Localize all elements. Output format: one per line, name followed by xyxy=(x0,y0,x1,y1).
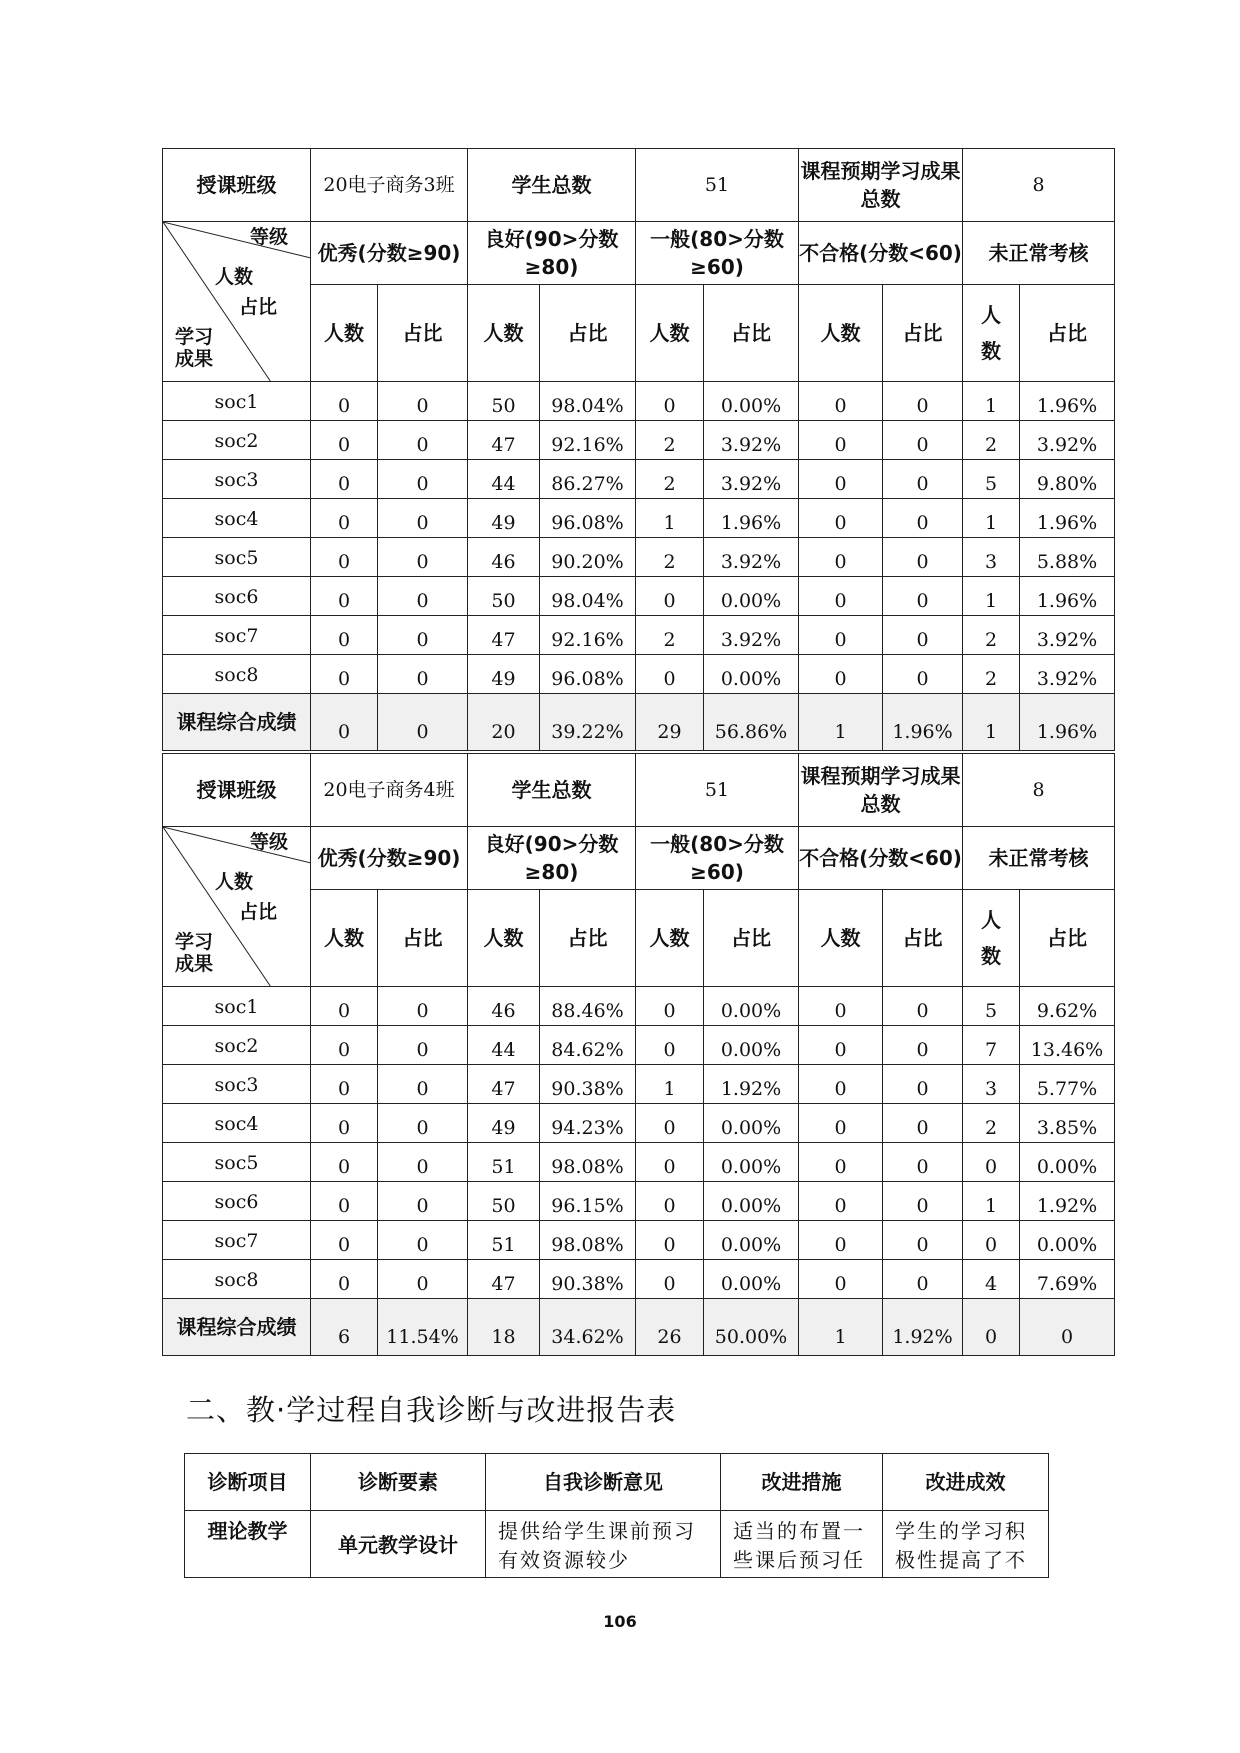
soc-label: soc4 xyxy=(163,1104,311,1143)
table-cell: 0.00% xyxy=(704,1182,799,1221)
table-cell: 1 xyxy=(963,499,1020,538)
table-cell: 0 xyxy=(883,987,963,1026)
table-cell: 0 xyxy=(799,499,883,538)
class-name: 20电子商务3班 xyxy=(311,149,468,222)
table-cell: 0 xyxy=(378,538,468,577)
summary-cell: 11.54% xyxy=(378,1299,468,1356)
table-cell: 0 xyxy=(311,1182,378,1221)
table-cell: 1.92% xyxy=(704,1065,799,1104)
corner-outcome-label xyxy=(175,326,213,370)
soc-label: soc6 xyxy=(163,577,311,616)
soc-label: soc4 xyxy=(163,499,311,538)
summary-cell: 34.62% xyxy=(540,1299,636,1356)
corner-count-label: 人数 xyxy=(215,266,254,288)
table-cell: 0 xyxy=(311,1104,378,1143)
grade-table-class-3 xyxy=(162,148,1115,751)
table-cell: 90.38% xyxy=(540,1260,636,1299)
table-cell: 3.92% xyxy=(1020,421,1115,460)
soc-label: soc5 xyxy=(163,1143,311,1182)
table-cell: 98.04% xyxy=(540,382,636,421)
ratio-header: 占比 xyxy=(540,285,636,382)
summary-cell: 56.86% xyxy=(704,694,799,751)
table-row xyxy=(163,616,1115,655)
table-cell: 98.04% xyxy=(540,577,636,616)
corner-outcome-line2: 成果 xyxy=(175,348,214,370)
table-cell: 0.00% xyxy=(704,1260,799,1299)
table-cell: 0.00% xyxy=(1020,1221,1115,1260)
table-cell: 0 xyxy=(378,421,468,460)
grade-fair-header: 一般(80>分数≥60) xyxy=(636,827,799,890)
table-row xyxy=(163,499,1115,538)
corner-grade-label: 等级 xyxy=(249,831,288,853)
diag-header-opinion: 自我诊断意见 xyxy=(486,1454,721,1511)
table-cell: 84.62% xyxy=(540,1026,636,1065)
corner-outcome-line1: 学习 xyxy=(175,326,214,348)
table-cell: 46 xyxy=(468,538,540,577)
table-cell: 0 xyxy=(378,577,468,616)
table-cell: 0 xyxy=(311,987,378,1026)
summary-cell: 20 xyxy=(468,694,540,751)
summary-cell: 0 xyxy=(963,1299,1020,1356)
table-cell: 0 xyxy=(883,382,963,421)
table-cell: 0 xyxy=(311,460,378,499)
table-cell: 0 xyxy=(799,538,883,577)
table-cell: 49 xyxy=(468,1104,540,1143)
ratio-header: 占比 xyxy=(883,285,963,382)
soc-label: soc3 xyxy=(163,1065,311,1104)
expected-outcomes-label: 课程预期学习成果总数 xyxy=(799,149,963,222)
table-cell: 50 xyxy=(468,1182,540,1221)
diag-measure: 适当的布置一些课后预习任 xyxy=(721,1511,883,1578)
table-cell: 0 xyxy=(378,616,468,655)
summary-cell: 1.96% xyxy=(883,694,963,751)
ratio-header: 占比 xyxy=(1020,285,1115,382)
table-cell: 0 xyxy=(883,1104,963,1143)
diag-header-effect: 改进成效 xyxy=(883,1454,1049,1511)
table-cell: 0 xyxy=(799,987,883,1026)
table-cell: 0 xyxy=(311,1221,378,1260)
table-cell: 0 xyxy=(799,382,883,421)
table-cell: 51 xyxy=(468,1221,540,1260)
table-cell: 9.80% xyxy=(1020,460,1115,499)
diag-item: 理论教学 xyxy=(185,1511,311,1578)
table-cell: 2 xyxy=(963,655,1020,694)
table-cell: 0 xyxy=(311,616,378,655)
table-cell: 0.00% xyxy=(704,577,799,616)
table-cell: 46 xyxy=(468,987,540,1026)
table-cell: 96.15% xyxy=(540,1182,636,1221)
count-header-stacked: 人数 xyxy=(963,890,1020,987)
summary-cell: 1 xyxy=(963,694,1020,751)
table-cell: 0 xyxy=(378,655,468,694)
table-cell: 0 xyxy=(378,499,468,538)
table-cell: 0.00% xyxy=(704,987,799,1026)
table-cell: 92.16% xyxy=(540,616,636,655)
table-cell: 3.92% xyxy=(1020,655,1115,694)
table-cell: 1 xyxy=(636,499,704,538)
count-header: 人数 xyxy=(468,285,540,382)
corner-ratio-label: 占比 xyxy=(239,901,278,923)
table-row xyxy=(163,1260,1115,1299)
table-cell: 1.96% xyxy=(1020,382,1115,421)
table-cell: 3.92% xyxy=(704,421,799,460)
corner-outcome-line1: 学习 xyxy=(175,931,214,953)
count-header: 人数 xyxy=(311,890,378,987)
table-cell: 0 xyxy=(799,1026,883,1065)
table-cell: 47 xyxy=(468,616,540,655)
table-row xyxy=(163,1065,1115,1104)
table-cell: 0 xyxy=(636,577,704,616)
table-cell: 1 xyxy=(963,1182,1020,1221)
table-cell: 0 xyxy=(378,1104,468,1143)
summary-cell: 29 xyxy=(636,694,704,751)
table-cell: 1.96% xyxy=(704,499,799,538)
table-cell: 3.92% xyxy=(704,616,799,655)
soc-label: soc2 xyxy=(163,421,311,460)
table-cell: 0 xyxy=(799,577,883,616)
grade-abnormal-header: 未正常考核 xyxy=(963,222,1115,285)
table-cell: 0 xyxy=(636,1260,704,1299)
expected-outcomes-value: 8 xyxy=(963,149,1115,222)
summary-cell: 50.00% xyxy=(704,1299,799,1356)
class-label: 授课班级 xyxy=(163,149,311,222)
table-cell: 44 xyxy=(468,460,540,499)
ratio-header: 占比 xyxy=(378,890,468,987)
table-cell: 0.00% xyxy=(704,1026,799,1065)
table-cell: 0 xyxy=(883,616,963,655)
table-cell: 2 xyxy=(636,538,704,577)
table-cell: 0 xyxy=(799,1182,883,1221)
table-cell: 0 xyxy=(378,1260,468,1299)
table-cell: 0 xyxy=(378,987,468,1026)
summary-cell: 0 xyxy=(311,694,378,751)
table-cell: 92.16% xyxy=(540,421,636,460)
total-students-value: 51 xyxy=(636,149,799,222)
soc-label: soc5 xyxy=(163,538,311,577)
summary-cell: 26 xyxy=(636,1299,704,1356)
total-students-label: 学生总数 xyxy=(468,754,636,827)
table-cell: 0 xyxy=(378,1221,468,1260)
table-cell: 0 xyxy=(883,499,963,538)
summary-cell: 18 xyxy=(468,1299,540,1356)
table-cell: 50 xyxy=(468,577,540,616)
table-row xyxy=(163,382,1115,421)
table-cell: 0 xyxy=(378,1026,468,1065)
table-cell: 0 xyxy=(311,382,378,421)
table-cell: 0.00% xyxy=(704,1104,799,1143)
summary-cell: 0 xyxy=(378,694,468,751)
soc-label: soc1 xyxy=(163,382,311,421)
table-cell: 0 xyxy=(799,1104,883,1143)
table-cell: 94.23% xyxy=(540,1104,636,1143)
table-cell: 9.62% xyxy=(1020,987,1115,1026)
count-header: 人数 xyxy=(799,890,883,987)
table-cell: 0 xyxy=(799,616,883,655)
grade-abnormal-header: 未正常考核 xyxy=(963,827,1115,890)
table-cell: 0 xyxy=(636,382,704,421)
table-cell: 0 xyxy=(799,460,883,499)
table-cell: 1 xyxy=(636,1065,704,1104)
table-cell: 0 xyxy=(378,1143,468,1182)
table-row xyxy=(163,987,1115,1026)
table-row xyxy=(163,538,1115,577)
grade-excellent-header: 优秀(分数≥90) xyxy=(311,222,468,285)
table-cell: 98.08% xyxy=(540,1143,636,1182)
soc-label: soc8 xyxy=(163,1260,311,1299)
soc-label: soc8 xyxy=(163,655,311,694)
table-cell: 47 xyxy=(468,1065,540,1104)
summary-label: 课程综合成绩 xyxy=(163,694,311,751)
section-title: 二、教·学过程自我诊断与改进报告表 xyxy=(186,1393,677,1427)
table-cell: 3.92% xyxy=(1020,616,1115,655)
table-cell: 5.88% xyxy=(1020,538,1115,577)
table-row xyxy=(163,1221,1115,1260)
summary-cell: 1 xyxy=(799,694,883,751)
table-cell: 44 xyxy=(468,1026,540,1065)
soc-label: soc1 xyxy=(163,987,311,1026)
summary-cell: 1 xyxy=(799,1299,883,1356)
table-cell: 0 xyxy=(636,1182,704,1221)
table-cell: 0 xyxy=(799,1260,883,1299)
table-cell: 49 xyxy=(468,499,540,538)
class-label: 授课班级 xyxy=(163,754,311,827)
table-cell: 0 xyxy=(311,655,378,694)
table-cell: 0 xyxy=(963,1221,1020,1260)
diag-header-item: 诊断项目 xyxy=(185,1454,311,1511)
table-cell: 5 xyxy=(963,460,1020,499)
table-cell: 96.08% xyxy=(540,499,636,538)
ratio-header: 占比 xyxy=(704,890,799,987)
expected-outcomes-label: 课程预期学习成果总数 xyxy=(799,754,963,827)
table-cell: 0.00% xyxy=(704,1221,799,1260)
table-cell: 0 xyxy=(311,421,378,460)
table-cell: 0 xyxy=(963,1143,1020,1182)
table-cell: 3.92% xyxy=(704,538,799,577)
table-cell: 0 xyxy=(883,538,963,577)
diagnosis-table xyxy=(184,1453,1049,1578)
corner-count-label: 人数 xyxy=(215,871,254,893)
data-rows xyxy=(163,987,1115,1299)
table-cell: 0 xyxy=(883,1143,963,1182)
count-header: 人数 xyxy=(468,890,540,987)
corner-ratio-label: 占比 xyxy=(239,296,278,318)
table-cell: 51 xyxy=(468,1143,540,1182)
table-cell: 0 xyxy=(378,1182,468,1221)
table-cell: 0 xyxy=(311,577,378,616)
table-cell: 0 xyxy=(636,655,704,694)
table-cell: 0.00% xyxy=(704,655,799,694)
count-header-stacked: 人数 xyxy=(963,285,1020,382)
ratio-header: 占比 xyxy=(540,890,636,987)
grade-good-header: 良好(90>分数≥80) xyxy=(468,222,636,285)
table-cell: 0 xyxy=(636,1143,704,1182)
ratio-header: 占比 xyxy=(1020,890,1115,987)
table-cell: 5.77% xyxy=(1020,1065,1115,1104)
diag-element: 单元教学设计 xyxy=(311,1511,486,1578)
soc-label: soc3 xyxy=(163,460,311,499)
table-cell: 1 xyxy=(963,577,1020,616)
table-cell: 0 xyxy=(883,1065,963,1104)
table-cell: 0 xyxy=(378,460,468,499)
table-cell: 0 xyxy=(799,421,883,460)
expected-outcomes-value: 8 xyxy=(963,754,1115,827)
summary-row xyxy=(163,694,1115,751)
table-cell: 0 xyxy=(636,1104,704,1143)
grade-table-class-4 xyxy=(162,753,1115,1356)
table-cell: 47 xyxy=(468,1260,540,1299)
table-cell: 0 xyxy=(311,1260,378,1299)
grade-fail-header: 不合格(分数<60) xyxy=(799,222,963,285)
soc-label: soc7 xyxy=(163,1221,311,1260)
summary-cell: 1.92% xyxy=(883,1299,963,1356)
table-row xyxy=(163,1026,1115,1065)
table-cell: 7.69% xyxy=(1020,1260,1115,1299)
table-cell: 0 xyxy=(378,1065,468,1104)
diag-effect: 学生的学习积极性提高了不 xyxy=(883,1511,1049,1578)
table-cell: 1.92% xyxy=(1020,1182,1115,1221)
table-cell: 0 xyxy=(311,1026,378,1065)
corner-diagonal-header xyxy=(163,827,311,987)
table-cell: 0 xyxy=(883,1221,963,1260)
corner-outcome-line2: 成果 xyxy=(175,953,214,975)
table-row xyxy=(163,421,1115,460)
diag-header-element: 诊断要素 xyxy=(311,1454,486,1511)
table-row xyxy=(163,1182,1115,1221)
table-cell: 0 xyxy=(311,499,378,538)
total-students-value: 51 xyxy=(636,754,799,827)
table-cell: 2 xyxy=(636,616,704,655)
diag-header-measure: 改进措施 xyxy=(721,1454,883,1511)
ratio-header: 占比 xyxy=(704,285,799,382)
table-cell: 2 xyxy=(963,421,1020,460)
count-header: 人数 xyxy=(636,890,704,987)
table-cell: 2 xyxy=(963,1104,1020,1143)
table-cell: 0.00% xyxy=(704,382,799,421)
table-cell: 98.08% xyxy=(540,1221,636,1260)
table-cell: 0 xyxy=(799,655,883,694)
ratio-header: 占比 xyxy=(378,285,468,382)
corner-diagonal-header xyxy=(163,222,311,382)
table-cell: 2 xyxy=(963,616,1020,655)
summary-label: 课程综合成绩 xyxy=(163,1299,311,1356)
table-cell: 0 xyxy=(883,655,963,694)
ratio-header: 占比 xyxy=(883,890,963,987)
table-cell: 47 xyxy=(468,421,540,460)
grade-fair-header: 一般(80>分数≥60) xyxy=(636,222,799,285)
table-row xyxy=(163,655,1115,694)
data-rows xyxy=(163,382,1115,694)
summary-cell: 1.96% xyxy=(1020,694,1115,751)
table-cell: 2 xyxy=(636,421,704,460)
table-cell: 96.08% xyxy=(540,655,636,694)
class-name: 20电子商务4班 xyxy=(311,754,468,827)
summary-cell: 0 xyxy=(1020,1299,1115,1356)
table-cell: 3 xyxy=(963,1065,1020,1104)
grade-fail-header: 不合格(分数<60) xyxy=(799,827,963,890)
count-header: 人数 xyxy=(311,285,378,382)
table-cell: 0 xyxy=(883,460,963,499)
table-cell: 49 xyxy=(468,655,540,694)
table-cell: 0 xyxy=(311,538,378,577)
diag-opinion: 提供给学生课前预习有效资源较少 xyxy=(486,1511,721,1578)
corner-outcome-label xyxy=(175,931,213,975)
table-cell: 2 xyxy=(636,460,704,499)
summary-cell: 39.22% xyxy=(540,694,636,751)
table-cell: 0 xyxy=(883,577,963,616)
table-cell: 0 xyxy=(799,1221,883,1260)
table-cell: 3.85% xyxy=(1020,1104,1115,1143)
table-cell: 0 xyxy=(883,1026,963,1065)
summary-row xyxy=(163,1299,1115,1356)
table-cell: 4 xyxy=(963,1260,1020,1299)
table-row xyxy=(163,577,1115,616)
soc-label: soc7 xyxy=(163,616,311,655)
table-cell: 1.96% xyxy=(1020,499,1115,538)
table-cell: 0 xyxy=(883,1260,963,1299)
table-cell: 5 xyxy=(963,987,1020,1026)
table-cell: 0 xyxy=(799,1143,883,1182)
grade-good-header: 良好(90>分数≥80) xyxy=(468,827,636,890)
table-cell: 0 xyxy=(636,1026,704,1065)
table-cell: 3.92% xyxy=(704,460,799,499)
table-cell: 0 xyxy=(636,987,704,1026)
table-cell: 90.20% xyxy=(540,538,636,577)
corner-grade-label: 等级 xyxy=(249,226,288,248)
table-cell: 0 xyxy=(311,1065,378,1104)
table-cell: 13.46% xyxy=(1020,1026,1115,1065)
table-cell: 1 xyxy=(963,382,1020,421)
table-cell: 0 xyxy=(883,1182,963,1221)
table-cell: 0 xyxy=(636,1221,704,1260)
table-cell: 0.00% xyxy=(1020,1143,1115,1182)
table-cell: 0 xyxy=(883,421,963,460)
summary-cell: 6 xyxy=(311,1299,378,1356)
table-row xyxy=(163,460,1115,499)
table-cell: 50 xyxy=(468,382,540,421)
table-cell: 86.27% xyxy=(540,460,636,499)
table-cell: 0 xyxy=(311,1143,378,1182)
table-cell: 1.96% xyxy=(1020,577,1115,616)
table-row xyxy=(163,1104,1115,1143)
table-cell: 0.00% xyxy=(704,1143,799,1182)
total-students-label: 学生总数 xyxy=(468,149,636,222)
page-number: 106 xyxy=(603,1612,637,1631)
soc-label: soc6 xyxy=(163,1182,311,1221)
count-header: 人数 xyxy=(799,285,883,382)
table-cell: 0 xyxy=(799,1065,883,1104)
table-cell: 90.38% xyxy=(540,1065,636,1104)
table-cell: 0 xyxy=(378,382,468,421)
count-header: 人数 xyxy=(636,285,704,382)
table-cell: 7 xyxy=(963,1026,1020,1065)
grade-excellent-header: 优秀(分数≥90) xyxy=(311,827,468,890)
table-cell: 88.46% xyxy=(540,987,636,1026)
table-row xyxy=(163,1143,1115,1182)
table-cell: 3 xyxy=(963,538,1020,577)
soc-label: soc2 xyxy=(163,1026,311,1065)
